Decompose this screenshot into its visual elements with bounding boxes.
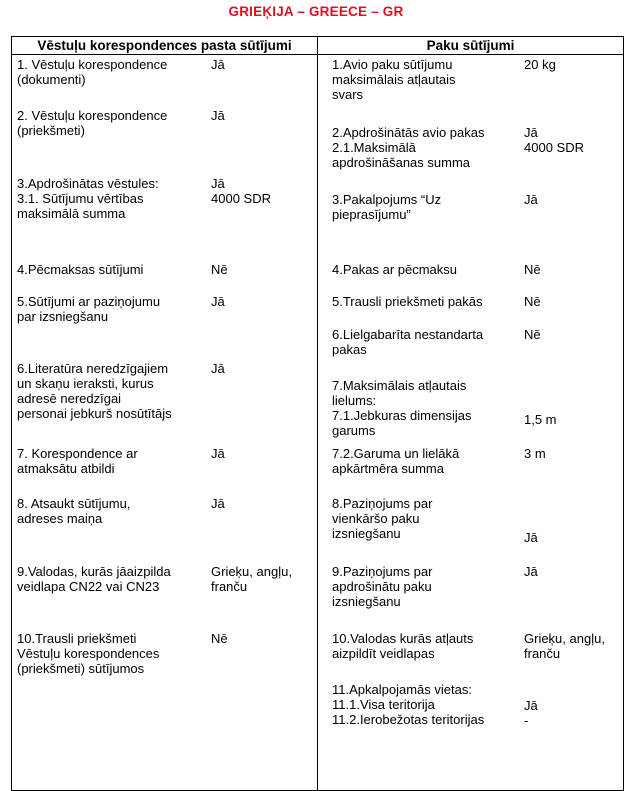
parcels-item-9-label: 8.Paziņojums par vienkāršo paku izsniegšanu bbox=[332, 496, 433, 541]
parcels-item-3-label: 3.Pakalpojums “Uz pieprasījumu” bbox=[332, 192, 442, 222]
letters-item-6-label: 6.Literatūra neredzīgajiem un skaņu ieraksti, kurus adresē neredzīgai personai jebkurš nosūtītājs bbox=[17, 361, 172, 421]
letters-item-4-value: Nē bbox=[211, 262, 228, 277]
letters-item-10-value: Nē bbox=[211, 631, 228, 646]
letters-item-3-value: Jā 4000 SDR bbox=[211, 176, 271, 206]
letters-item-9-value: Grieķu, angļu, franču bbox=[211, 564, 292, 594]
letters-column bbox=[12, 55, 318, 791]
parcels-item-12-value: Jā - bbox=[524, 698, 538, 728]
page-title: GRIEĶIJA – GREECE – GR bbox=[228, 4, 404, 19]
parcels-item-11-value: Grieķu, angļu, franču bbox=[524, 631, 605, 661]
letters-item-6-value: Jā bbox=[211, 361, 225, 376]
letters-item-5-label: 5.Sūtījumi ar paziņojumu par izsniegšanu bbox=[17, 294, 161, 324]
parcels-item-12-label: 11.Apkalpojamās vietas: 11.1.Visa teritorija 11.2.Ierobežotas teritorijas bbox=[332, 682, 485, 727]
letters-item-1-label: 1. Vēstuļu korespondence (dokumenti) bbox=[17, 57, 168, 87]
parcels-item-7-label: 7.Maksimālais atļautais lielums: 7.1.Jebkuras dimensijas garums bbox=[332, 378, 472, 438]
letters-item-1-value: Jā bbox=[211, 57, 225, 72]
parcels-item-4-label: 4.Pakas ar pēcmaksu bbox=[332, 262, 458, 277]
letters-item-3-label: 3.Apdrošinātas vēstules: 3.1. Sūtījumu vērtības maksimālā summa bbox=[17, 176, 159, 221]
letters-item-9-label: 9.Valodas, kurās jāaizpilda veidlapa CN22 vai CN23 bbox=[17, 564, 171, 594]
parcels-item-8-value: 3 m bbox=[524, 446, 546, 461]
parcels-item-7-value: 1,5 m bbox=[524, 412, 557, 427]
parcels-item-6-label: 6.Lielgabarīta nestandarta pakas bbox=[332, 327, 484, 357]
letters-item-5-value: Jā bbox=[211, 294, 225, 309]
letters-item-7-value: Jā bbox=[211, 446, 225, 461]
letters-item-2-label: 2. Vēstuļu korespondence (priekšmeti) bbox=[17, 108, 168, 138]
letters-item-8-label: 8. Atsaukt sūtījumu, adreses maiņa bbox=[17, 496, 131, 526]
services-table bbox=[11, 36, 624, 791]
parcels-column bbox=[318, 55, 624, 791]
parcels-item-11-label: 10.Valodas kurās atļauts aizpildīt veidlapas bbox=[332, 631, 474, 661]
table-header-row bbox=[12, 37, 624, 55]
parcels-item-1-label: 1.Avio paku sūtījumu maksimālais atļautais svars bbox=[332, 57, 456, 102]
parcels-item-5-value: Nē bbox=[524, 294, 541, 309]
parcels-item-10-value: Jā bbox=[524, 564, 538, 579]
table-body-row bbox=[12, 55, 624, 791]
parcels-item-2-label: 2.Apdrošinātās avio pakas 2.1.Maksimālā apdrošināšanas summa bbox=[332, 125, 485, 170]
letters-item-2-value: Jā bbox=[211, 108, 225, 123]
parcels-item-3-value: Jā bbox=[524, 192, 538, 207]
parcels-item-4-value: Nē bbox=[524, 262, 541, 277]
letters-item-8-value: Jā bbox=[211, 496, 225, 511]
parcels-item-2-value: Jā 4000 SDR bbox=[524, 125, 584, 155]
parcels-item-10-label: 9.Paziņojums par apdrošinātu paku izsniegšanu bbox=[332, 564, 433, 609]
parcels-item-1-value: 20 kg bbox=[524, 57, 556, 72]
letters-header: Vēstuļu korespondences pasta sūtījumi bbox=[12, 37, 318, 55]
parcels-item-5-label: 5.Trausli priekšmeti pakās bbox=[332, 294, 483, 309]
parcels-item-9-value: Jā bbox=[524, 530, 538, 545]
letters-item-4-label: 4.Pēcmaksas sūtījumi bbox=[17, 262, 144, 277]
parcels-item-6-value: Nē bbox=[524, 327, 541, 342]
parcels-header: Paku sūtījumi bbox=[318, 37, 624, 55]
letters-item-10-label: 10.Trausli priekšmeti Vēstuļu korespondences (priekšmeti) sūtījumos bbox=[17, 631, 160, 676]
parcels-item-8-label: 7.2.Garuma un lielākā apkārtmēra summa bbox=[332, 446, 460, 476]
letters-item-7-label: 7. Korespondence ar atmaksātu atbildi bbox=[17, 446, 138, 476]
